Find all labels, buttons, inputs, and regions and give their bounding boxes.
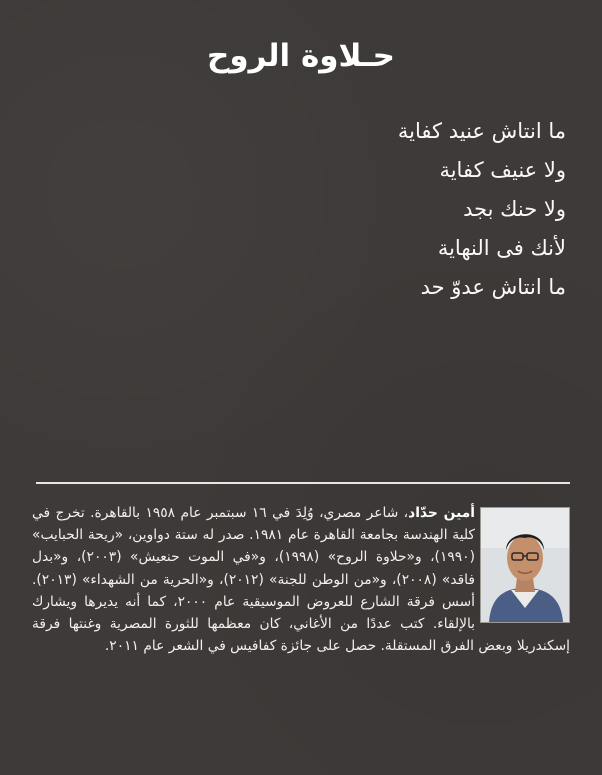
poem-excerpt — [146, 112, 566, 307]
poem-line: ولا حنك بجد — [463, 197, 566, 221]
author-bio — [32, 502, 570, 737]
poem-line: لأنك فى النهاية — [437, 236, 566, 260]
poem-line: ما انتاش عدوّ حد — [420, 275, 566, 299]
author-name: أمين حدّاد — [408, 505, 475, 521]
author-bio-text: ، شاعر مصري، وُلِدَ في ١٦ سبتمبر عام ١٩٥٨ بالقاهرة. تخرج في كلية الهندسة بجامعة القاهرة عام ١٩٨١. صدر له ستة دواوين، «ريحة الحبايب» (١٩٩٠)، و«حلاوة الروح» (١٩٩٨)، و«في الموت حنعيش» (٢٠٠٣)، و«بدل فاقد» (٢٠٠٨)، و«من الوطن للجنة» (٢٠١٢)، و«الحرية من الشهداء» (٢٠١٣). أسس فرقة الشارع للعروض الموسيقية عام ٢٠٠٠، كما أنه يديرها ويشارك بالإلقاء. كتب عددًا من الأغاني، كان معظمها للثورة المصرية وغنتها فرقة إسكندريلا وبعض الفرق المستقلة. حصل على جائزة كفافيس في الشعر عام ٢٠١١. — [32, 505, 570, 655]
book-title: حـلاوة الروح — [207, 38, 395, 74]
poem-line: ما انتاش عنيد كفاية — [397, 119, 566, 143]
section-divider — [36, 482, 570, 484]
poem-line: ولا عنيف كفاية — [439, 158, 566, 182]
photo-spacer — [475, 502, 570, 626]
